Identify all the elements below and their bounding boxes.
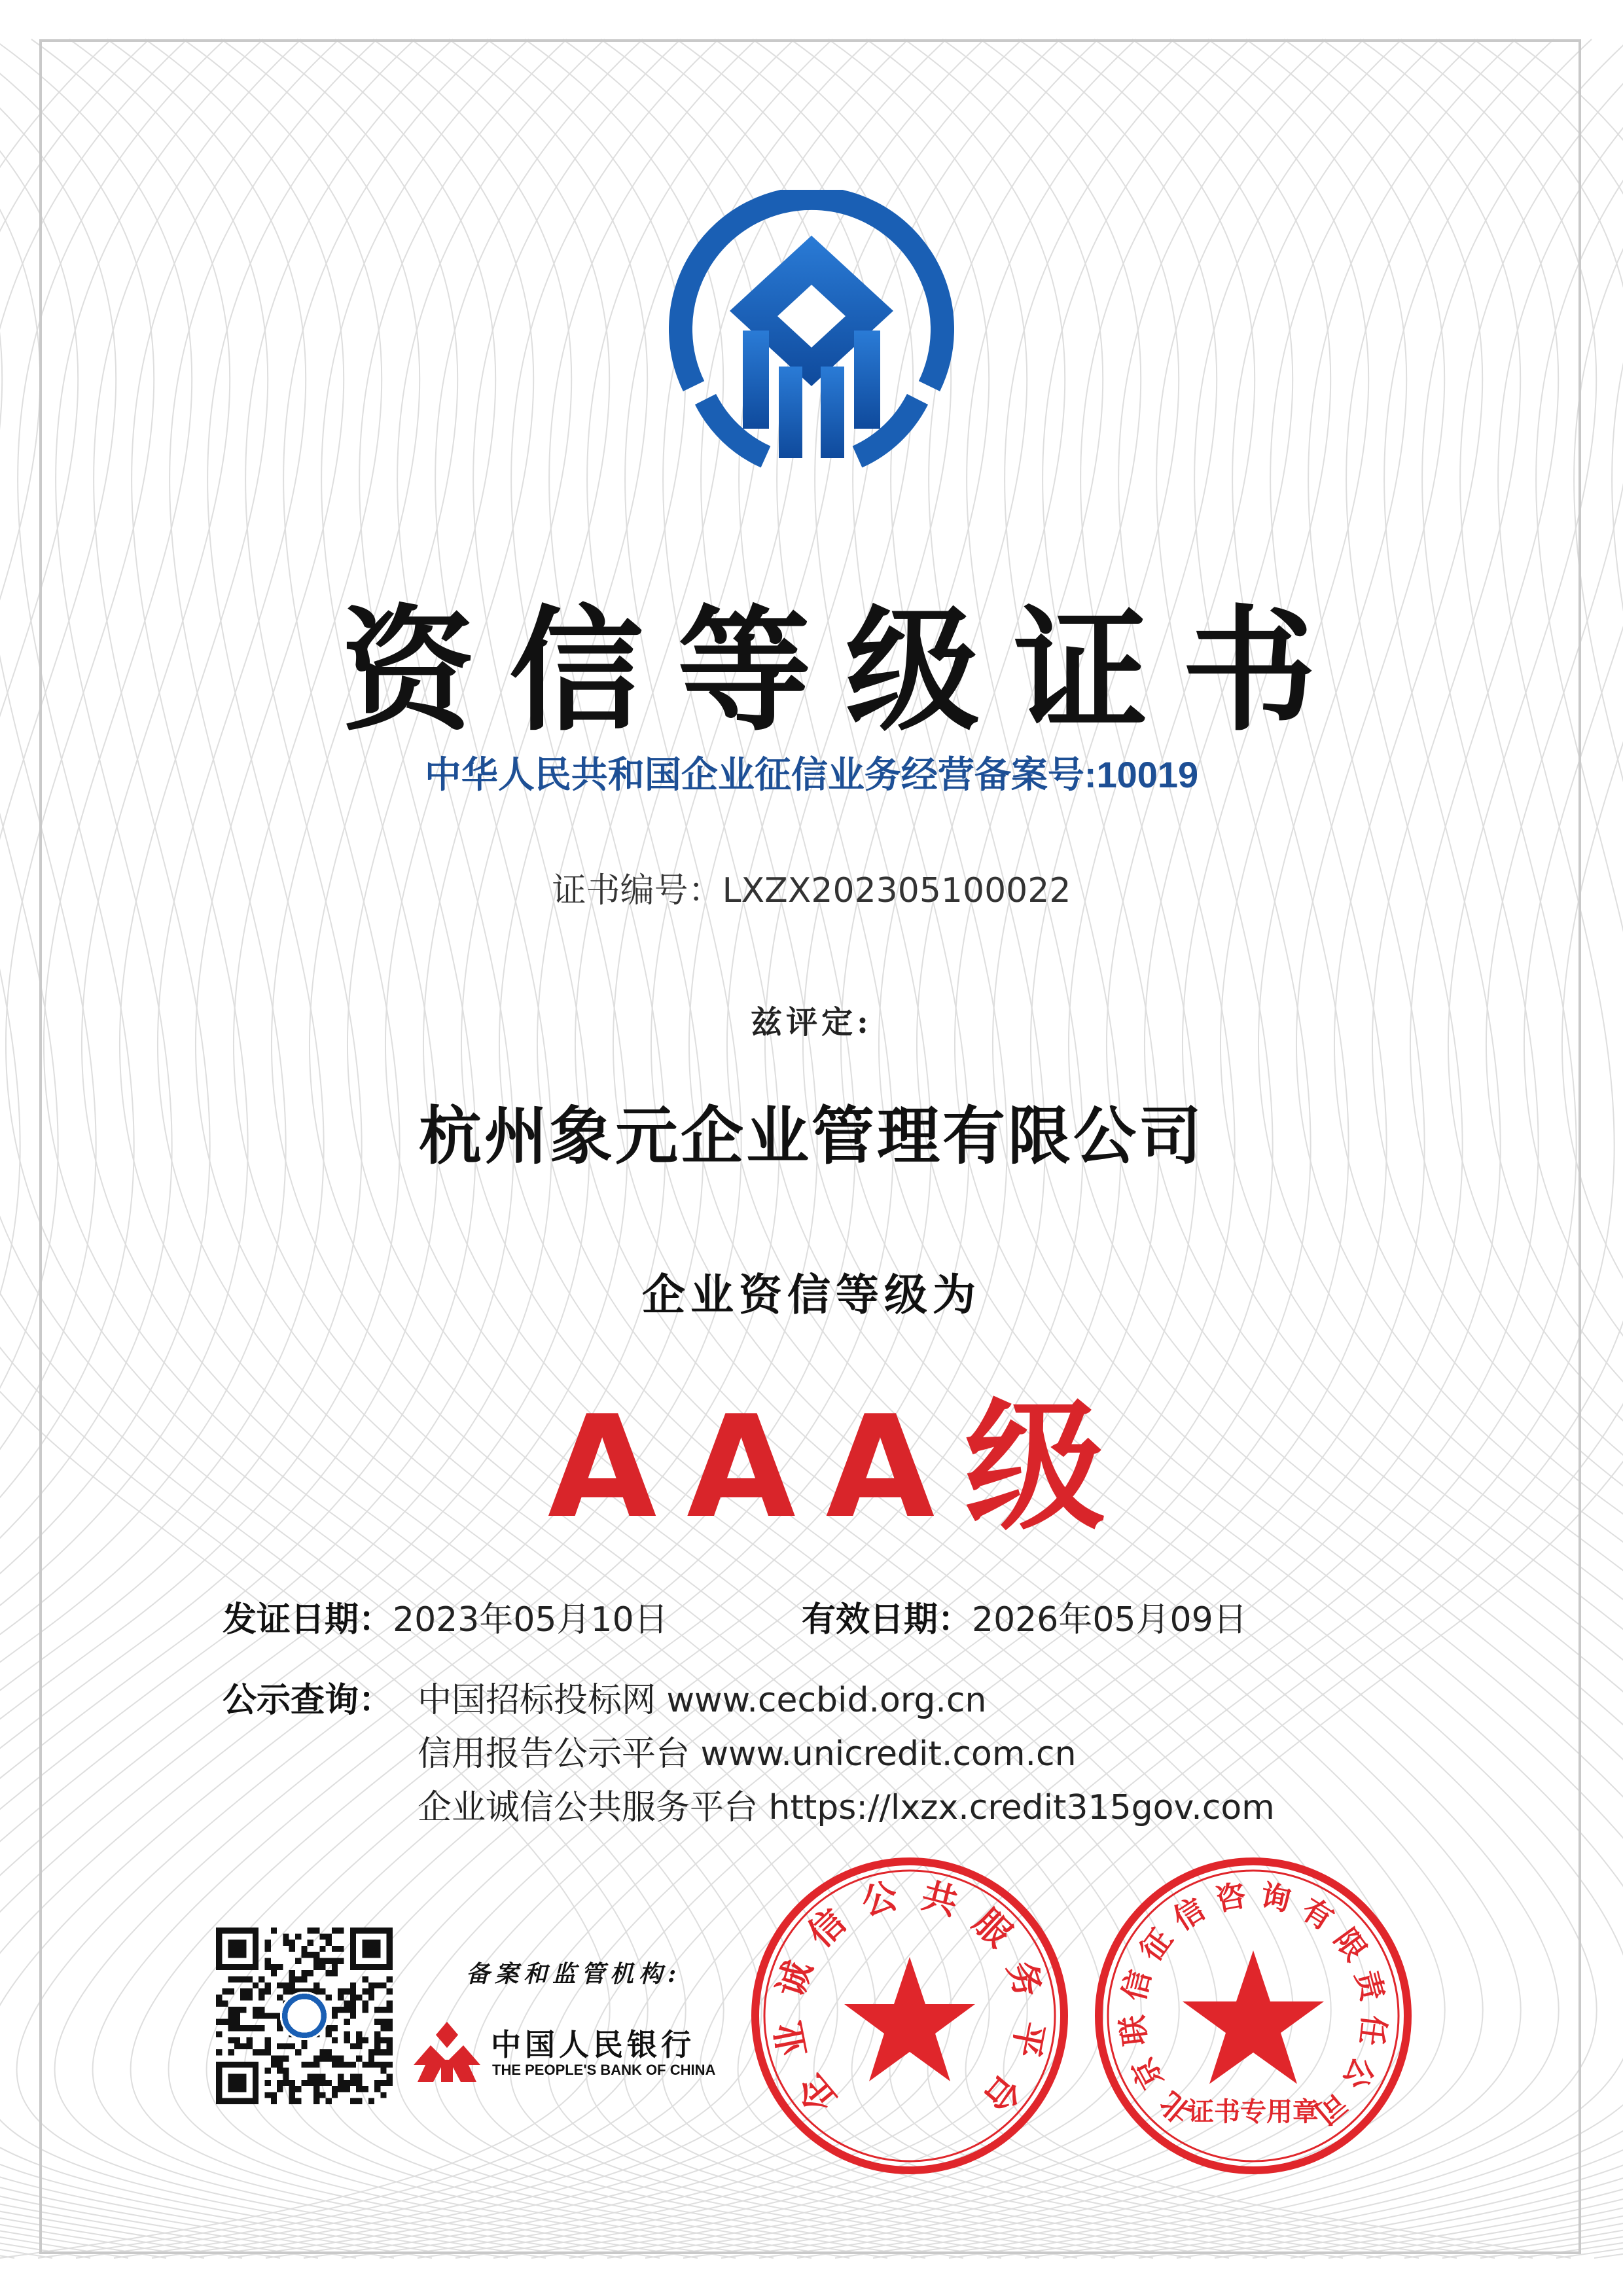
seal2-bottom-text: 证书专用章 <box>1188 2096 1319 2127</box>
seal-ring-char: 业 <box>766 2017 815 2061</box>
seal-ring-char: 京 <box>1124 2051 1170 2095</box>
regulator-label: 备案和监管机构: <box>466 1960 682 1988</box>
seal-ring-char: 任 <box>1353 2013 1393 2048</box>
valid-date-row <box>802 1592 1247 1641</box>
seal-ring-char: 公 <box>1336 2051 1382 2095</box>
seal-ring-char: 询 <box>1257 1877 1294 1918</box>
seal-ring-char: 征 <box>1133 1922 1179 1967</box>
seal-ring-char: 信 <box>799 1900 854 1956</box>
regulator-name-cn: 中国人民银行 <box>491 2027 695 2062</box>
seal-credit-platform <box>746 1852 1073 2179</box>
cert-no-label: 证书编号： <box>552 871 722 910</box>
seal1-star-icon <box>844 1957 975 2081</box>
seal-ring-char: 台 <box>974 2066 1030 2121</box>
valid-date-value: 2026年05月09日 <box>972 1600 1247 1640</box>
issue-date-value: 2023年05月10日 <box>393 1600 668 1640</box>
registration-number: 中华人民共和国企业征信业务经营备案号:10019 <box>424 754 1199 795</box>
cert-no-value: LXZX202305100022 <box>722 871 1071 910</box>
hereby-label: 兹评定: <box>751 1004 872 1041</box>
rating-label: 企业资信等级为 <box>642 1269 981 1320</box>
seal-ring-char: 信 <box>1166 1891 1211 1937</box>
seal-ring-char: 咨 <box>1212 1877 1249 1918</box>
qr-code-icon <box>216 1928 393 2104</box>
pboc-emblem-icon <box>411 2019 483 2085</box>
regulator-name-en: THE PEOPLE'S BANK OF CHINA <box>492 2062 716 2078</box>
seal-ring-char: 信 <box>1116 1966 1158 2005</box>
seal-ring-char: 联 <box>1114 2013 1153 2048</box>
seal-ring-char: 责 <box>1349 1966 1391 2005</box>
seal2-star-icon <box>1183 1950 1324 2084</box>
seal-ring-char: 有 <box>1295 1891 1340 1937</box>
issue-date-label: 发证日期： <box>223 1600 393 1640</box>
seal-ring-char: 公 <box>857 1874 902 1924</box>
valid-date-label: 有效日期： <box>802 1600 972 1640</box>
seal-ring-char: 务 <box>999 1956 1050 2003</box>
certificate-title: 资信等级证书 <box>341 592 1350 749</box>
seal-ring-char: 服 <box>965 1900 1020 1956</box>
issue-date-row <box>223 1592 668 1641</box>
seal-ring-char: 北 <box>1152 2085 1199 2132</box>
seal-ring-char: 平 <box>1004 2017 1053 2061</box>
seal-ring-char: 诚 <box>769 1956 820 2003</box>
credit-grade: AAA级 <box>547 1385 1136 1549</box>
query-site-1: 中国招标投标网 www.cecbid.org.cn <box>418 1681 987 1720</box>
public-query-label: 公示查询： <box>223 1681 393 1720</box>
company-name: 杭州象元企业管理有限公司 <box>419 1099 1204 1173</box>
query-site-3: 企业诚信公共服务平台 https://lxzx.credit315gov.com <box>418 1788 1275 1827</box>
seal-ring-char: 企 <box>789 2066 845 2121</box>
certificate-number <box>0 863 1623 912</box>
seal-ring-char: 司 <box>1308 2085 1354 2132</box>
seal-ring-char: 限 <box>1327 1922 1374 1967</box>
query-site-2: 信用报告公示平台 www.unicredit.com.cn <box>418 1734 1077 1774</box>
credit-rating-logo <box>668 190 955 478</box>
seal-ring-char: 共 <box>917 1874 963 1924</box>
seal-credit-company <box>1090 1852 1417 2179</box>
